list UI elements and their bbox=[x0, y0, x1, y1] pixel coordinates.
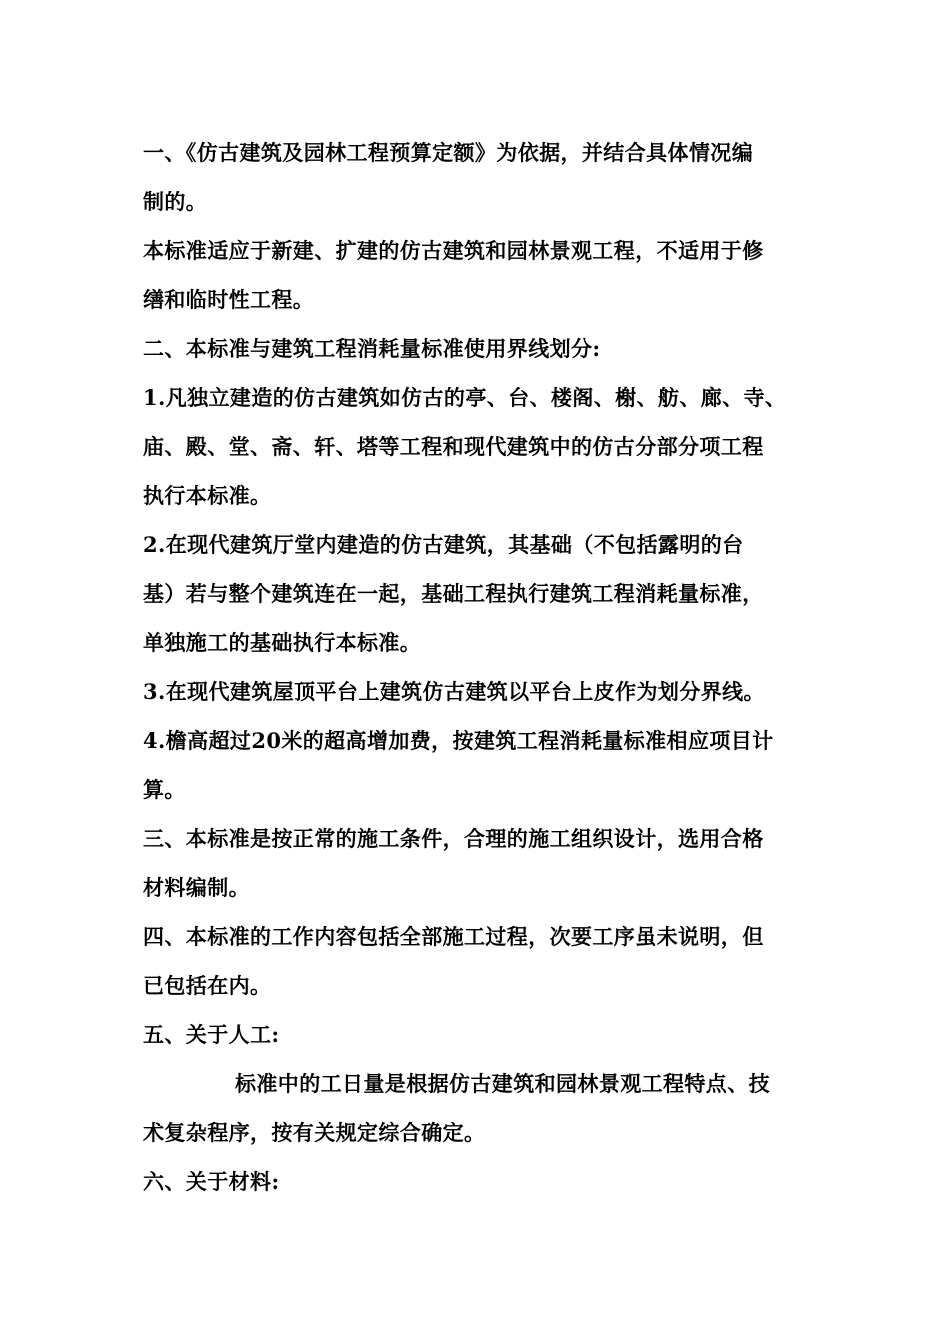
text-line-13: 4.檐高超过20米的超高增加费，按建筑工程消耗量标准相应项目计 bbox=[143, 728, 774, 753]
text-line-11: 单独施工的基础执行本标准。 bbox=[143, 630, 422, 655]
document-body bbox=[143, 128, 833, 1206]
text-line-9: 2.在现代建筑厅堂内建造的仿古建筑，其基础（不包括露明的台 bbox=[143, 532, 744, 557]
text-line-21: 术复杂程序，按有关规定综合确定。 bbox=[143, 1120, 486, 1145]
text-line-4: 缮和临时性工程。 bbox=[143, 287, 315, 312]
text-line-8: 执行本标准。 bbox=[143, 483, 272, 508]
text-line-6: 1.凡独立建造的仿古建筑如仿古的亭、台、楼阁、榭、舫、廊、寺、 bbox=[143, 385, 787, 410]
text-line-16: 材料编制。 bbox=[143, 875, 250, 900]
text-line-15: 三、本标准是按正常的施工条件，合理的施工组织设计，选用合格 bbox=[143, 826, 764, 851]
section-heading-5: 五、关于人工: bbox=[143, 1022, 280, 1047]
section-heading-2: 二、本标准与建筑工程消耗量标准使用界线划分: bbox=[143, 336, 601, 361]
text-line-20: 标准中的工日量是根据仿古建筑和园林景观工程特点、技 bbox=[235, 1071, 770, 1096]
text-line-7: 庙、殿、堂、斋、轩、塔等工程和现代建筑中的仿古分部分项工程 bbox=[143, 434, 764, 459]
text-line-12: 3.在现代建筑屋顶平台上建筑仿古建筑以平台上皮作为划分界线。 bbox=[143, 679, 765, 704]
text-line-2: 制的。 bbox=[143, 189, 208, 214]
text-line-17: 四、本标准的工作内容包括全部施工过程，次要工序虽未说明，但 bbox=[143, 924, 764, 949]
text-line-10: 基）若与整个建筑连在一起，基础工程执行建筑工程消耗量标准， bbox=[143, 581, 764, 606]
section-heading-6: 六、关于材料: bbox=[143, 1169, 280, 1194]
text-line-3: 本标准适应于新建、扩建的仿古建筑和园林景观工程，不适用于修 bbox=[143, 238, 764, 263]
text-line-14: 算。 bbox=[143, 777, 186, 802]
text-line-1: 一、《仿古建筑及园林工程预算定额》为依据，并结合具体情况编 bbox=[143, 140, 754, 165]
text-line-18: 已包括在内。 bbox=[143, 973, 272, 998]
